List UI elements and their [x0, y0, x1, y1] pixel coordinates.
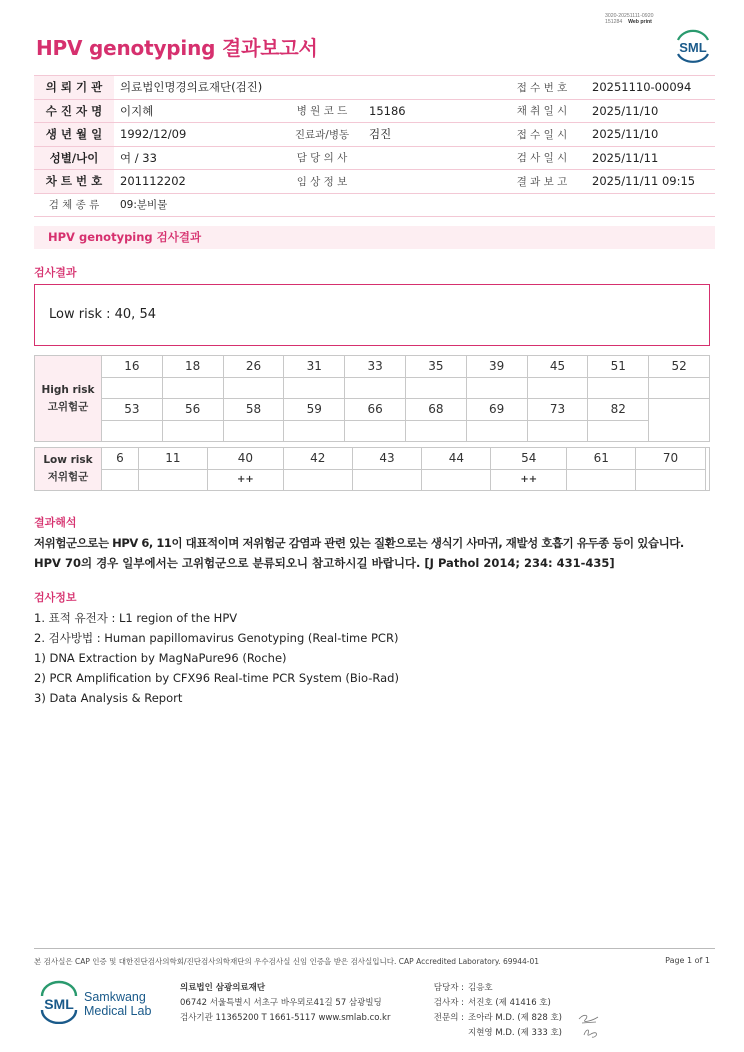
- test-info-line: 3) Data Analysis & Report: [34, 691, 183, 705]
- staff-name: 지현영 M.D. (제 333 호): [468, 1028, 563, 1038]
- org-address: 06742 서울특별시 서초구 바우뫼로41길 57 삼광빌딩: [180, 998, 382, 1008]
- info-label: 의 뢰 기 관: [34, 76, 114, 100]
- test-info-line: 2. 검사방법 : Human papillomavirus Genotyping (Real-time PCR): [34, 631, 399, 645]
- info-label: 생 년 월 일: [34, 123, 114, 147]
- result-cell: [588, 377, 649, 399]
- staff-role: [428, 1026, 468, 1041]
- info-label: 진료과/병동: [281, 123, 363, 147]
- result-summary-box: [34, 284, 710, 346]
- high-risk-label: [35, 356, 102, 442]
- genotype-cell: 56: [162, 399, 223, 421]
- result-cell: [345, 377, 406, 399]
- low-risk-number-row: [35, 448, 710, 470]
- result-cell: [284, 420, 345, 442]
- result-cell: [284, 377, 345, 399]
- info-value: 09:분비물: [114, 193, 715, 217]
- web-print-label: Web print: [628, 19, 652, 25]
- interpretation-text: [34, 533, 724, 573]
- section-title: HPV genotyping 검사결과: [34, 226, 715, 249]
- genotype-cell: 70: [636, 448, 705, 470]
- staff-name: 서진호 (제 41416 호): [468, 998, 551, 1008]
- result-cell: [223, 420, 284, 442]
- info-value: 2025/11/11 09:15: [586, 170, 715, 194]
- low-risk-label-ko: 저위험군: [47, 471, 89, 483]
- result-cell: [102, 420, 163, 442]
- genotype-cell: 59: [284, 399, 345, 421]
- test-info-line: 2) PCR Amplification by CFX96 Real-time PCR System (Bio-Rad): [34, 671, 399, 685]
- info-value: [363, 170, 498, 194]
- info-row: [34, 123, 715, 147]
- footer-divider: [34, 948, 715, 949]
- low-risk-table: [34, 447, 710, 491]
- low-risk-label-en: Low risk: [43, 454, 93, 466]
- info-label: 담 당 의 사: [281, 146, 363, 170]
- org-contact: 검사기관 11365200 T 1661-5117 www.smlab.co.kr: [180, 1013, 391, 1023]
- interpretation-line-2: HPV 70의 경우 일부에서는 고위험군으로 분류되오니 참고하시길 바랍니다. [J Pathol 2014; 234: 431-435]: [34, 556, 615, 570]
- result-cell: [466, 420, 527, 442]
- empty-cell: [649, 399, 710, 442]
- genotype-cell: 58: [223, 399, 284, 421]
- accreditation-note: 본 검사실은 CAP 인증 및 대한진단검사의학회/진단검사의학재단의 우수검사실 신임 인증을 받은 검사실입니다. CAP Accredited Laboratory. 69944-01: [34, 957, 540, 966]
- genotype-cell: 26: [223, 356, 284, 378]
- logo-text: SML: [679, 40, 707, 55]
- test-info-line: 1. 표적 유전자 : L1 region of the HPV: [34, 611, 238, 625]
- result-cell: ++: [491, 469, 567, 491]
- info-label: 검 사 일 시: [498, 146, 586, 170]
- high-risk-table: [34, 355, 710, 442]
- page-number: Page 1 of 1: [665, 956, 710, 965]
- genotype-cell: 68: [405, 399, 466, 421]
- logo-text: SML: [44, 996, 74, 1012]
- staff-row: [428, 1011, 562, 1026]
- info-label: 병 원 코 드: [281, 99, 363, 123]
- result-cell: [405, 420, 466, 442]
- interpretation-line-1: 저위험군으로는 HPV 6, 11이 대표적이며 저위험군 감염과 관련 있는 질환으로는 생식기 사마귀, 재발성 호흡기 유두종 등이 있습니다.: [34, 536, 684, 550]
- staff-info: [428, 981, 562, 1041]
- result-cell: [162, 420, 223, 442]
- genotype-cell: 45: [527, 356, 588, 378]
- genotype-cell: 31: [284, 356, 345, 378]
- genotype-cell: 39: [466, 356, 527, 378]
- result-cell: [162, 377, 223, 399]
- samkwang-logo-icon: [38, 980, 80, 1024]
- staff-row: [428, 981, 562, 996]
- info-value: 20251110-00094: [586, 76, 715, 100]
- staff-name: 김응호: [468, 983, 493, 993]
- info-label: 접 수 일 시: [498, 123, 586, 147]
- staff-row: [428, 996, 562, 1011]
- info-value: 201112202: [114, 170, 281, 194]
- signature-icon: [576, 1011, 606, 1041]
- genotype-cell: 42: [283, 448, 352, 470]
- patient-info-table: [34, 75, 715, 217]
- result-cell: [405, 377, 466, 399]
- info-label: 채 취 일 시: [498, 99, 586, 123]
- result-heading: 검사결과: [34, 266, 77, 279]
- genotype-cell: 40: [208, 448, 284, 470]
- report-title: HPV genotyping 결과보고서: [36, 36, 318, 60]
- high-risk-label-ko: 고위험군: [47, 400, 89, 413]
- report-code-line1: 3020-20251111-0920: [605, 13, 654, 19]
- result-cell: [588, 420, 649, 442]
- test-info-heading: 검사정보: [34, 591, 77, 604]
- result-cell: [649, 377, 710, 399]
- high-risk-label-en: High risk: [41, 383, 95, 396]
- info-value: 2025/11/11: [586, 146, 715, 170]
- result-cell: [567, 469, 636, 491]
- info-label: 차 트 번 호: [34, 170, 114, 194]
- info-row: [34, 76, 715, 100]
- result-cell: [283, 469, 352, 491]
- samkwang-logo-text: [84, 990, 151, 1018]
- org-name: 의료법인 삼광의료재단: [180, 983, 266, 993]
- info-row: [34, 99, 715, 123]
- info-label: 접 수 번 호: [498, 76, 586, 100]
- genotype-cell: 6: [102, 448, 139, 470]
- result-cell: [102, 469, 139, 491]
- genotype-cell: 73: [527, 399, 588, 421]
- info-value: [363, 146, 498, 170]
- result-cell: [422, 469, 491, 491]
- info-label: 임 상 정 보: [281, 170, 363, 194]
- test-info-list: [34, 608, 399, 708]
- info-label: 검 체 종 류: [34, 193, 114, 217]
- genotype-cell: 61: [567, 448, 636, 470]
- low-risk-result-row: [35, 469, 710, 491]
- logo-name-line1: Samkwang: [84, 990, 146, 1004]
- genotype-cell: 43: [352, 448, 421, 470]
- info-row: [34, 146, 715, 170]
- genotype-cell: 16: [102, 356, 163, 378]
- empty-cell: [705, 448, 709, 491]
- logo-name-line2: Medical Lab: [84, 1004, 152, 1018]
- result-cell: [102, 377, 163, 399]
- genotype-cell: 53: [102, 399, 163, 421]
- organization-info: [180, 981, 390, 1026]
- result-cell: [345, 420, 406, 442]
- result-cell: [138, 469, 207, 491]
- result-cell: ++: [208, 469, 284, 491]
- result-summary: Low risk : 40, 54: [49, 307, 156, 322]
- genotype-cell: 33: [345, 356, 406, 378]
- result-cell: [223, 377, 284, 399]
- genotype-cell: 35: [405, 356, 466, 378]
- result-cell: [527, 377, 588, 399]
- info-value: 여 / 33: [114, 146, 281, 170]
- result-cell: [527, 420, 588, 442]
- genotype-cell: 82: [588, 399, 649, 421]
- high-risk-number-row-1: [35, 356, 710, 378]
- info-value: 의료법인명경의료재단(검진): [114, 76, 498, 100]
- sml-logo-icon: [672, 26, 714, 64]
- genotype-cell: 54: [491, 448, 567, 470]
- info-value: 15186: [363, 99, 498, 123]
- genotype-cell: 69: [466, 399, 527, 421]
- info-label: 수 진 자 명: [34, 99, 114, 123]
- genotype-cell: 44: [422, 448, 491, 470]
- info-value: 이지혜: [114, 99, 281, 123]
- staff-name: 조아라 M.D. (제 828 호): [468, 1013, 563, 1023]
- high-risk-result-row-1: [35, 377, 710, 399]
- info-row: [34, 170, 715, 194]
- result-cell: [466, 377, 527, 399]
- low-risk-label: [35, 448, 102, 491]
- info-row: [34, 193, 715, 217]
- result-cell: [352, 469, 421, 491]
- genotype-cell: 51: [588, 356, 649, 378]
- interpretation-heading: 결과해석: [34, 516, 77, 529]
- test-info-line: 1) DNA Extraction by MagNaPure96 (Roche): [34, 651, 287, 665]
- staff-role: 검사자 :: [433, 998, 464, 1008]
- genotype-cell: 52: [649, 356, 710, 378]
- high-risk-number-row-2: [35, 399, 710, 421]
- info-value: 검진: [363, 123, 498, 147]
- staff-row: [428, 1026, 562, 1041]
- info-label: 결 과 보 고: [498, 170, 586, 194]
- report-code-line2: 151284: [605, 19, 623, 25]
- genotype-cell: 18: [162, 356, 223, 378]
- genotype-cell: 66: [345, 399, 406, 421]
- staff-role: 전문의 :: [433, 1013, 464, 1023]
- report-code: [605, 13, 653, 25]
- result-cell: [636, 469, 705, 491]
- high-risk-result-row-2: [35, 420, 710, 442]
- info-value: 1992/12/09: [114, 123, 281, 147]
- info-label: 성별/나이: [34, 146, 114, 170]
- genotype-cell: 11: [138, 448, 207, 470]
- info-value: 2025/11/10: [586, 123, 715, 147]
- info-value: 2025/11/10: [586, 99, 715, 123]
- staff-role: 담당자 :: [433, 983, 464, 993]
